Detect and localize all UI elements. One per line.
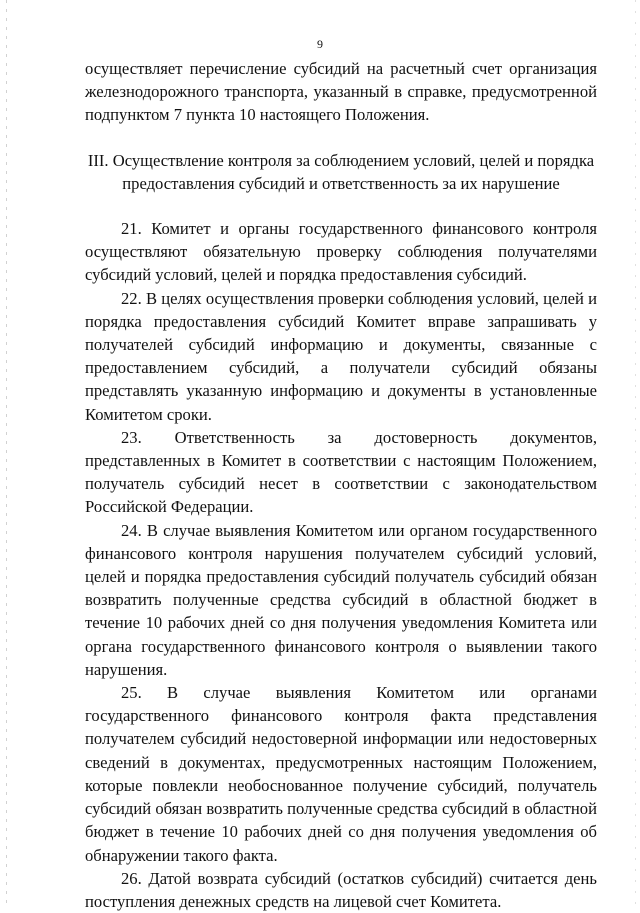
page-number: 9: [317, 37, 323, 51]
paragraph-21: 21. Комитет и органы государственного финансового контроля осуществляют обязательную проверку соблюдения получателями субсидий условий, целей и порядка предоставления субсидий.: [85, 219, 597, 285]
section-heading: III. Осуществление контроля за соблюдением условий, целей и порядка предоставления субсидий и ответственность за их нарушение: [87, 150, 595, 193]
opening-paragraph: осуществляет перечисление субсидий на расчетный счет организация железнодорожного транспорта, указанный в справке, предусмотренной подпунктом 7 пункта 10 настоящего Положения.: [85, 59, 597, 125]
scan-edge-mark: [635, 0, 636, 905]
paragraph-24: 24. В случае выявления Комитетом или органом государственного финансового контроля нарушения получателем субсидий условий, целей и порядка предоставления субсидий получатель субсидий обязан возвратить полученные средства субсидий в областной бюджет в течение 10 рабочих дней со дня получения уведомления Комитета или органа государственного финансового контроля о выявлении такого нарушения.: [85, 520, 597, 679]
paragraph-22: 22. В целях осуществления проверки соблюдения условий, целей и порядка предоставления субсидий Комитет вправе запрашивать у получателей субсидий информацию и документы, связанные с предоставлением субсидий, а получатели субсидий обязаны представлять указанную информацию и документы в установленные Комитетом сроки.: [85, 288, 597, 424]
scan-edge-mark: [6, 0, 7, 905]
paragraph-26: 26. Датой возврата субсидий (остатков субсидий) считается день поступления денежных средств на лицевой счет Комитета.: [85, 868, 597, 911]
document-body: [85, 57, 597, 913]
paragraph-25: 25. В случае выявления Комитетом или органами государственного финансового контроля факта представления получателем субсидий недостоверной информации или недостоверных сведений в документах, предусмотренных настоящим Положением, которые повлекли необоснованное получение субсидий, получатель субсидий обязан возвратить полученные средства субсидий в областной бюджет в течение 10 рабочих дней со дня получения уведомления об обнаружении такого факта.: [85, 683, 597, 865]
paragraph-23: 23. Ответственность за достоверность документов, представленных в Комитет в соответствии с настоящим Положением, получатель субсидий несет в соответствии с законодательством Российской Федерации.: [85, 427, 597, 517]
